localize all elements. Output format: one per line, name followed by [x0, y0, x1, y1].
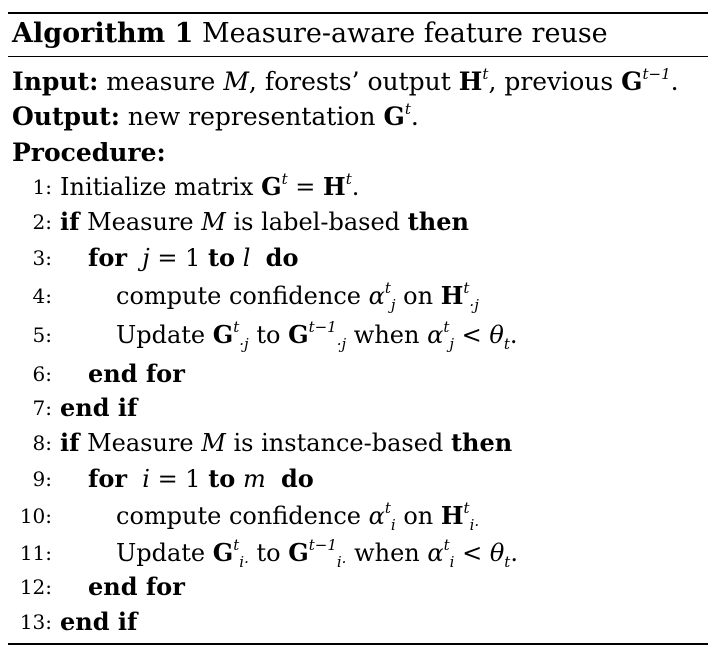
stmt-text: Measure	[87, 208, 194, 236]
math-sup: t−1	[642, 65, 671, 83]
algorithm-label: Algorithm 1	[12, 18, 194, 49]
math-sub: i·	[336, 553, 347, 571]
algorithm-caption	[12, 16, 608, 52]
keyword-end-for: end for	[88, 572, 185, 601]
math-G: G	[261, 172, 282, 201]
math-sub: t	[504, 553, 511, 571]
stmt-text: is instance-based	[233, 429, 444, 457]
math-M: M	[223, 67, 249, 96]
statement: Initialize matrix $G^t = H^t$.	[60, 170, 360, 201]
math-G: G	[288, 320, 309, 349]
procedure-line	[12, 136, 166, 170]
math-sup: t	[482, 65, 489, 83]
keyword-if: if	[60, 207, 80, 236]
input-line: Input: measure M, forests’ output $H^t$, previous $G^{t-1}$.	[12, 65, 679, 96]
keyword-end-if: end if	[60, 393, 138, 422]
math-sub: i·	[469, 516, 480, 534]
input-text: , previous	[488, 67, 614, 96]
keyword-for: for	[88, 464, 127, 493]
math-m: m	[242, 465, 266, 493]
math-sub: ·j	[239, 335, 249, 353]
input-text: measure	[106, 67, 216, 96]
keyword-to: to	[208, 464, 236, 493]
math-M: M	[201, 208, 226, 236]
line-number: 3:	[32, 246, 52, 270]
line-number: 12:	[19, 575, 52, 599]
math-G: G	[383, 102, 405, 131]
math-sup: t	[384, 499, 391, 517]
statement	[116, 499, 479, 533]
math-sup: t	[384, 279, 391, 297]
stmt-text: when	[354, 539, 420, 567]
math-alpha: α	[427, 321, 444, 349]
statement	[60, 426, 512, 460]
math-sub: j	[449, 335, 454, 353]
math-l: l	[242, 244, 251, 272]
math-M: M	[201, 429, 226, 457]
math-sup: t	[404, 100, 411, 118]
line-number: 2:	[32, 210, 52, 234]
stmt-text: when	[353, 321, 420, 349]
math-sup: t−1	[308, 318, 337, 336]
math-G: G	[621, 67, 643, 96]
math-sup: t	[463, 499, 470, 517]
input-text: , forests’ output	[248, 67, 451, 96]
keyword-do: do	[280, 464, 314, 493]
math-sub: i·	[239, 553, 249, 571]
output-label: Output:	[12, 102, 120, 131]
math-sup: t	[463, 279, 470, 297]
line-number: 9:	[32, 467, 52, 491]
stmt-text: compute confidence	[116, 502, 361, 530]
math-H: H	[440, 501, 464, 530]
keyword-if: if	[60, 428, 80, 457]
line-number: 10:	[19, 504, 52, 528]
math-G: G	[212, 320, 234, 349]
math-H: H	[440, 281, 464, 310]
math-sup: t	[233, 536, 240, 554]
math-sub: i	[449, 553, 455, 571]
line-number: 4:	[32, 284, 52, 308]
math-sup: t−1	[308, 536, 337, 554]
stmt-text: compute confidence	[116, 282, 361, 310]
statement: Update $G^t_{i\cdot}$ to $G^{t-1}_{i\cdot}$ when $\alpha^t_i < \theta_t$.	[116, 536, 518, 571]
statement: for i = 1 to m do	[88, 464, 314, 493]
statement: Update $G^t_{\cdot j}$ to $G^{t-1}_{\cdot j}$ when $\alpha^t_j < \theta_t$.	[116, 318, 518, 353]
keyword-for: for	[88, 243, 127, 272]
stmt-text: Measure	[87, 429, 194, 457]
keyword-then: then	[407, 207, 469, 236]
statement	[60, 205, 469, 239]
math-sub: j	[390, 296, 396, 314]
keyword-then: then	[450, 428, 513, 457]
math-sup: t	[345, 170, 352, 188]
line-number: 11:	[19, 541, 52, 565]
math-sup: t	[281, 170, 288, 188]
math-i: i	[142, 465, 150, 493]
stmt-text: Update	[116, 321, 206, 349]
math-G: G	[288, 538, 309, 567]
statement: for j = 1 to l do	[88, 243, 299, 272]
output-text: new representation	[127, 102, 376, 131]
line-number: 13:	[19, 610, 52, 634]
keyword-end-for: end for	[88, 359, 185, 388]
keyword-do: do	[265, 243, 299, 272]
bottom-rule	[8, 643, 708, 645]
math-sub: i	[390, 516, 396, 534]
keyword-to: to	[207, 243, 236, 272]
keyword-end-if: end if	[60, 607, 138, 636]
line-number: 1:	[32, 175, 52, 199]
algorithm-title: Measure-aware feature reuse	[202, 18, 608, 49]
math-alpha: α	[368, 282, 385, 310]
math-sub: ·j	[336, 335, 347, 353]
stmt-text: to	[256, 321, 281, 349]
math-sub: ·j	[469, 296, 479, 314]
algorithm-block	[8, 0, 708, 655]
math-theta: θ	[489, 539, 505, 567]
stmt-text: Initialize matrix	[60, 173, 254, 201]
line-number: 5:	[32, 323, 52, 347]
statement	[116, 279, 479, 313]
math-sup: t	[443, 536, 450, 554]
math-theta: θ	[489, 321, 504, 349]
math-H: H	[323, 172, 346, 201]
procedure-label: Procedure:	[12, 138, 166, 167]
math-G: G	[212, 538, 234, 567]
input-label: Input:	[12, 67, 99, 96]
top-rule	[8, 12, 708, 14]
math-alpha: α	[427, 539, 444, 567]
line-number: 6:	[32, 362, 52, 386]
stmt-text: is label-based	[233, 208, 401, 236]
line-number: 7:	[32, 396, 52, 420]
output-line: Output: new representation $G^t$.	[12, 100, 419, 131]
math-sup: t	[233, 318, 240, 336]
math-sup: t	[443, 318, 450, 336]
stmt-text: Update	[116, 539, 206, 567]
math-H: H	[458, 67, 483, 96]
caption-rule	[8, 56, 708, 57]
math-j: j	[142, 244, 150, 272]
stmt-text: on	[403, 502, 434, 530]
stmt-text: to	[256, 539, 281, 567]
math-sub: t	[503, 335, 510, 353]
line-number: 8:	[32, 431, 52, 455]
math-alpha: α	[368, 502, 385, 530]
stmt-text: on	[403, 282, 434, 310]
